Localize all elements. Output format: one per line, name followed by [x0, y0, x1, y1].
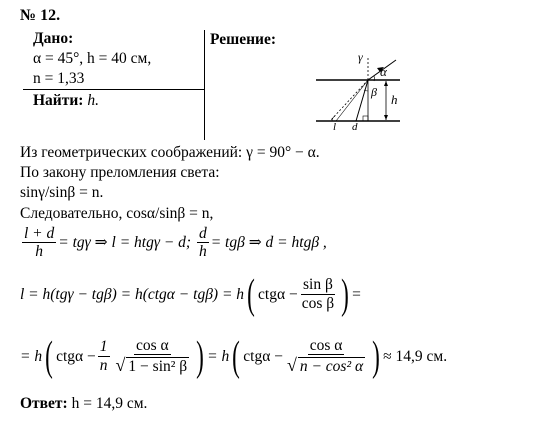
- law-text: По закону преломления света:: [20, 164, 220, 181]
- radicand: n − cos² α: [299, 358, 364, 376]
- problem-number: № 12.: [20, 7, 61, 24]
- given-separator: [23, 89, 204, 90]
- right-paren: ): [372, 334, 380, 380]
- equation-2-part-1: l = h(tgγ − tgβ) = h(ctgα − tgβ) = h: [20, 286, 245, 303]
- equation-3-part-2: ctgα −: [56, 348, 96, 365]
- equation-3: [20, 336, 447, 378]
- find-block: [33, 92, 99, 110]
- snell-text: sinγ/sinβ = n.: [20, 184, 104, 201]
- given-divider: [204, 30, 205, 140]
- diagram-label-beta: β: [371, 85, 377, 99]
- fraction-numerator: cos α: [309, 336, 343, 354]
- radical-sign: √: [115, 355, 126, 376]
- diagram-label-h: h: [391, 92, 398, 107]
- right-paren: ): [196, 334, 205, 380]
- find-heading: Найти:: [33, 92, 84, 109]
- given-heading: Дано:: [33, 30, 74, 47]
- fraction-denominator: h: [198, 243, 207, 261]
- fraction-d-over-h: [197, 226, 209, 261]
- equation-2: [20, 274, 361, 316]
- fraction-denominator: h: [35, 243, 44, 261]
- equation-1-part-2: = tgβ ⇒ d = htgβ ,: [210, 234, 327, 252]
- fraction-cos-over-root: [114, 338, 192, 376]
- fraction-numerator: cos α: [136, 336, 169, 354]
- answer-label: Ответ:: [20, 395, 68, 412]
- diagram-label-alpha: α: [380, 64, 387, 79]
- fraction-denominator: cos β: [301, 294, 335, 312]
- diagram-label-l: l: [333, 121, 337, 133]
- left-paren: (: [45, 334, 53, 380]
- right-paren: ): [341, 272, 350, 318]
- fraction-denominator: [285, 355, 367, 376]
- fraction-denominator: [114, 355, 192, 376]
- fraction-l-plus-d-over-h: [22, 226, 56, 261]
- given-line-2: n = 1,33: [33, 70, 85, 87]
- geom-text: Из геометрических соображений: γ = 90° − α.: [20, 144, 320, 161]
- find-value: h.: [87, 92, 99, 109]
- equation-3-part-3: = h: [207, 348, 230, 365]
- diagram-label-d: d: [352, 121, 358, 133]
- fraction-numerator: sin β: [303, 276, 333, 294]
- solution-heading: Решение:: [210, 31, 277, 48]
- equation-2-part-2: ctgα −: [258, 286, 298, 303]
- fraction-numerator: 1: [99, 338, 108, 356]
- fraction-cos-over-root-n: [285, 338, 367, 376]
- fraction-sin-over-cos: [300, 277, 336, 312]
- answer-line: [20, 395, 147, 413]
- diagram-label-gamma: γ: [358, 50, 363, 64]
- radical-sign: √: [286, 355, 297, 376]
- left-paren: (: [247, 272, 255, 318]
- equation-1-part-1: = tgγ ⇒ l = htgγ − d;: [58, 234, 192, 252]
- radicand: 1 − sin² β: [128, 358, 188, 376]
- equation-3-result: ≈ 14,9 см.: [383, 348, 448, 365]
- equation-3-part-4: ctgα −: [243, 348, 283, 365]
- left-paren: (: [232, 334, 241, 380]
- equation-1: [20, 226, 327, 261]
- answer-value: h = 14,9 см.: [71, 395, 148, 412]
- equation-2-part-3: =: [352, 286, 361, 303]
- fraction-numerator: l + d: [24, 225, 55, 242]
- fraction-denominator: n: [99, 356, 108, 374]
- equation-3-part-1: = h: [20, 348, 43, 365]
- fraction-one-over-n: [98, 339, 110, 374]
- hence-text: Следовательно, cosα/sinβ = n,: [20, 205, 214, 222]
- fraction-numerator: d: [198, 225, 207, 242]
- given-line-1: α = 45°, h = 40 см,: [33, 50, 152, 67]
